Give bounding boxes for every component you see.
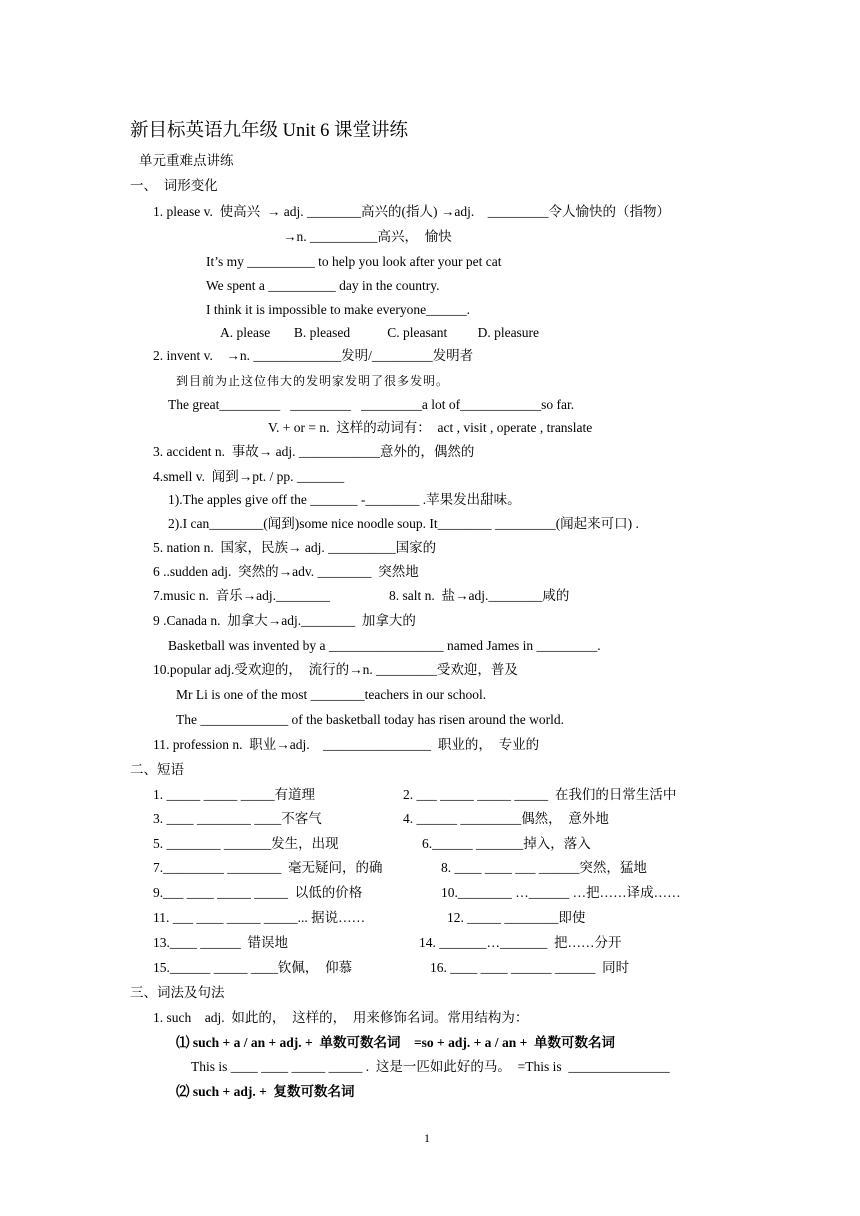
- phrase-item: 8. ____ ____ ___ ______突然，猛地: [441, 860, 647, 875]
- phrase-item: 15.______ _____ ____钦佩， 仰慕: [153, 960, 353, 975]
- phrase-item: 12. _____ ________即使: [447, 910, 586, 925]
- phrase-item: 10.________ …______ …把……译成……: [441, 885, 681, 900]
- grammar-rule: ⑵ such + adj. + 复数可数名词: [176, 1084, 355, 1099]
- exercise-line: I think it is impossible to make everyone______.: [206, 302, 470, 317]
- phrase-item: 1. _____ _____ _____有道理: [153, 787, 315, 802]
- phrase-item: 7._________ ________ 毫无疑问，的确: [153, 860, 383, 875]
- phrase-item: 16. ____ ____ ______ ______ 同时: [430, 960, 630, 975]
- section-heading: 单元重难点讲练: [139, 153, 234, 168]
- section-heading: 二、短语: [130, 762, 184, 777]
- exercise-line: 10.popular adj.受欢迎的， 流行的→n. _________受欢迎，普及: [153, 662, 518, 677]
- exercise-line: V. + or = n. 这样的动词有： act , visit , operate , translate: [268, 420, 593, 435]
- page-number: 1: [424, 1131, 430, 1145]
- answer-options: A. please B. pleased C. pleasant D. pleasure: [220, 325, 540, 340]
- section-heading: 一、 词形变化: [130, 178, 218, 193]
- exercise-line: 3. accident n. 事故→ adj. ____________意外的，偶然的: [153, 444, 475, 459]
- exercise-line: Basketball was invented by a _________________ named James in _________.: [168, 638, 601, 653]
- phrase-item: 4. ______ _________偶然， 意外地: [403, 811, 609, 826]
- exercise-line: 11. profession n. 职业→adj. ________________ 职业的， 专业的: [153, 737, 540, 752]
- document-title: 新目标英语九年级 Unit 6 课堂讲练: [130, 121, 409, 141]
- phrase-item: 2. ___ _____ _____ _____ 在我们的日常生活中: [403, 787, 677, 802]
- exercise-line: We spent a __________ day in the country.: [206, 278, 440, 293]
- exercise-line: →n. __________高兴， 愉快: [283, 229, 452, 244]
- exercise-line: It’s my __________ to help you look after your pet cat: [206, 254, 502, 269]
- exercise-line: The _____________ of the basketball today has risen around the world.: [176, 712, 565, 727]
- phrase-item: 6.______ _______掉入，落入: [422, 836, 591, 851]
- phrase-item: 11. ___ ____ _____ _____... 据说……: [153, 910, 366, 925]
- exercise-line: 8. salt n. 盐→adj.________咸的: [389, 588, 570, 603]
- exercise-line: 4.smell v. 闻到→pt. / pp. _______: [153, 469, 345, 484]
- exercise-line: 7.music n. 音乐→adj.________: [153, 588, 330, 603]
- phrase-item: 14. _______…_______ 把……分开: [419, 935, 622, 950]
- exercise-line: 6 ..sudden adj. 突然的→adv. ________ 突然地: [153, 564, 419, 579]
- exercise-line: This is ____ ____ _____ _____ . 这是一匹如此好的马。 =This is _______________: [191, 1059, 670, 1074]
- phrase-item: 5. ________ _______发生，出现: [153, 836, 339, 851]
- section-heading: 三、词法及句法: [130, 985, 225, 1000]
- exercise-line: Mr Li is one of the most ________teachers in our school.: [176, 687, 487, 702]
- exercise-line: 2. invent v. →n. _____________发明/_________发明者: [153, 348, 474, 363]
- phrase-item: 3. ____ ________ ____不客气: [153, 811, 322, 826]
- exercise-line: 1. such adj. 如此的， 这样的， 用来修饰名词。常用结构为：: [153, 1010, 529, 1025]
- exercise-line: The great_________ _________ _________a lot of____________so far.: [168, 397, 575, 412]
- phrase-item: 9.___ ____ _____ _____ 以低的价格: [153, 885, 363, 900]
- exercise-line: 1. please v. 使高兴 → adj. ________高兴的(指人) →adj. _________令人愉快的（指物）: [153, 204, 670, 219]
- exercise-line: 2).I can________(闻到)some nice noodle soup. It________ _________(闻起来可口) .: [168, 516, 639, 531]
- exercise-line: 9 .Canada n. 加拿大→adj.________ 加拿大的: [153, 613, 416, 628]
- phrase-item: 13.____ ______ 错误地: [153, 935, 288, 950]
- grammar-rule: ⑴ such + a / an + adj. + 单数可数名词 =so + adj. + a / an + 单数可数名词: [176, 1035, 616, 1050]
- exercise-line: 1).The apples give off the _______ -________ .苹果发出甜味。: [168, 492, 521, 507]
- exercise-line: 5. nation n. 国家，民族→ adj. __________国家的: [153, 540, 437, 555]
- exercise-line: 到目前为止这位伟大的发明家发明了很多发明。: [176, 374, 450, 388]
